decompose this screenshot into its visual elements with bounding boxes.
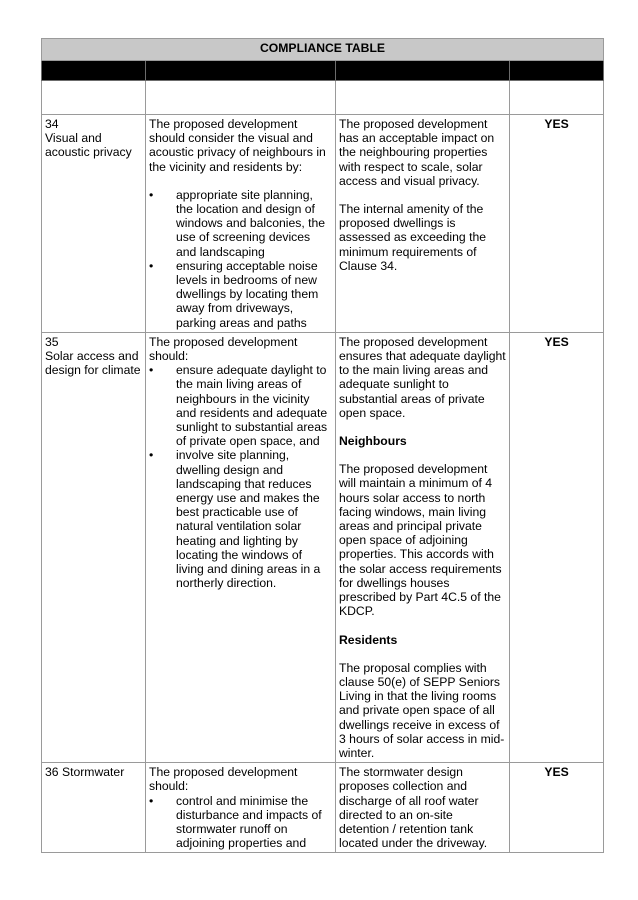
header-cell bbox=[146, 61, 336, 81]
clause-cell bbox=[42, 763, 146, 853]
requirement-cell bbox=[146, 763, 336, 853]
table-row bbox=[42, 763, 604, 853]
clause-number: 35 bbox=[45, 334, 59, 349]
clause-title: Visual and acoustic privacy bbox=[45, 131, 132, 160]
requirement-cell bbox=[146, 332, 336, 762]
header-bar-row bbox=[42, 61, 604, 81]
list-item: • appropriate site planning, the location and design of windows and balconies, the use of screening devices and landscaping bbox=[149, 188, 332, 259]
comment-paragraph: The proposed development will maintain a minimum of 4 hours solar access to north facing windows, main living areas and principal private open space of adjoining properties. This accords with the solar access requirements for dwellings houses prescribed by Part 4C.5 of the KDCP. bbox=[339, 462, 502, 619]
header-cell bbox=[510, 61, 604, 81]
requirement-list bbox=[149, 363, 332, 590]
blank-cell bbox=[336, 81, 510, 115]
clause-title: Solar access and design for climate bbox=[45, 349, 141, 378]
neighbours-heading: Neighbours bbox=[339, 434, 407, 449]
comment-paragraph: The proposed development ensures that adequate daylight to the main living areas and adequate sunlight to substantial areas of private open space. bbox=[339, 334, 506, 420]
list-item: • control and minimise the disturbance and impacts of stormwater runoff on adjoining properties and bbox=[149, 794, 332, 851]
clause-title: 36 Stormwater bbox=[45, 765, 125, 780]
list-item: • ensure adequate daylight to the main living areas of neighbours in the vicinity and residents and adequate sunlight to substantial areas of private open space, and bbox=[149, 363, 332, 448]
table-row bbox=[42, 115, 604, 333]
clause-cell bbox=[42, 332, 146, 762]
compliance-status: YES bbox=[510, 332, 604, 762]
comment-paragraph: The proposed development has an acceptable impact on the neighbouring properties with respect to scale, solar access and visual privacy. bbox=[339, 117, 495, 188]
comment-paragraph: The internal amenity of the proposed dwellings is assessed as exceeding the minimum requirements of Clause 34. bbox=[339, 202, 487, 273]
compliance-status: YES bbox=[510, 763, 604, 853]
requirement-list bbox=[149, 794, 332, 851]
compliance-status: YES bbox=[510, 115, 604, 333]
comment-cell bbox=[336, 763, 510, 853]
blank-cell bbox=[146, 81, 336, 115]
blank-row bbox=[42, 81, 604, 115]
requirement-intro: The proposed development should: bbox=[149, 765, 298, 794]
list-item: • involve site planning, dwelling design and landscaping that reduces energy use and makes the best practicable use of natural ventilation solar heating and lighting by locating the windows of living and dining areas in a northerly direction. bbox=[149, 448, 332, 590]
blank-cell bbox=[510, 81, 604, 115]
comment-paragraph: The stormwater design proposes collection and discharge of all roof water directed to an on-site detention / retention tank located under the driveway. bbox=[339, 765, 488, 851]
table-row bbox=[42, 332, 604, 762]
header-cell bbox=[42, 61, 146, 81]
requirement-intro: The proposed development should consider the visual and acoustic privacy of neighbours in the vicinity and residents by: bbox=[149, 117, 326, 174]
header-cell bbox=[336, 61, 510, 81]
residents-heading: Residents bbox=[339, 632, 398, 647]
list-item: • ensuring acceptable noise levels in bedrooms of new dwellings by locating them away from driveways, parking areas and paths bbox=[149, 259, 332, 330]
table-title: COMPLIANCE TABLE bbox=[42, 39, 604, 61]
compliance-table bbox=[41, 38, 604, 853]
requirement-list bbox=[149, 188, 332, 330]
comment-cell bbox=[336, 115, 510, 333]
comment-cell bbox=[336, 332, 510, 762]
clause-cell bbox=[42, 115, 146, 333]
clause-number: 34 bbox=[45, 117, 59, 131]
blank-cell bbox=[42, 81, 146, 115]
comment-paragraph: The proposal complies with clause 50(e) of SEPP Seniors Living in that the living rooms and private open space of all dwellings receive in excess of 3 hours of solar access in mid-winter. bbox=[339, 660, 505, 760]
requirement-intro: The proposed development should: bbox=[149, 334, 298, 364]
requirement-cell bbox=[146, 115, 336, 333]
